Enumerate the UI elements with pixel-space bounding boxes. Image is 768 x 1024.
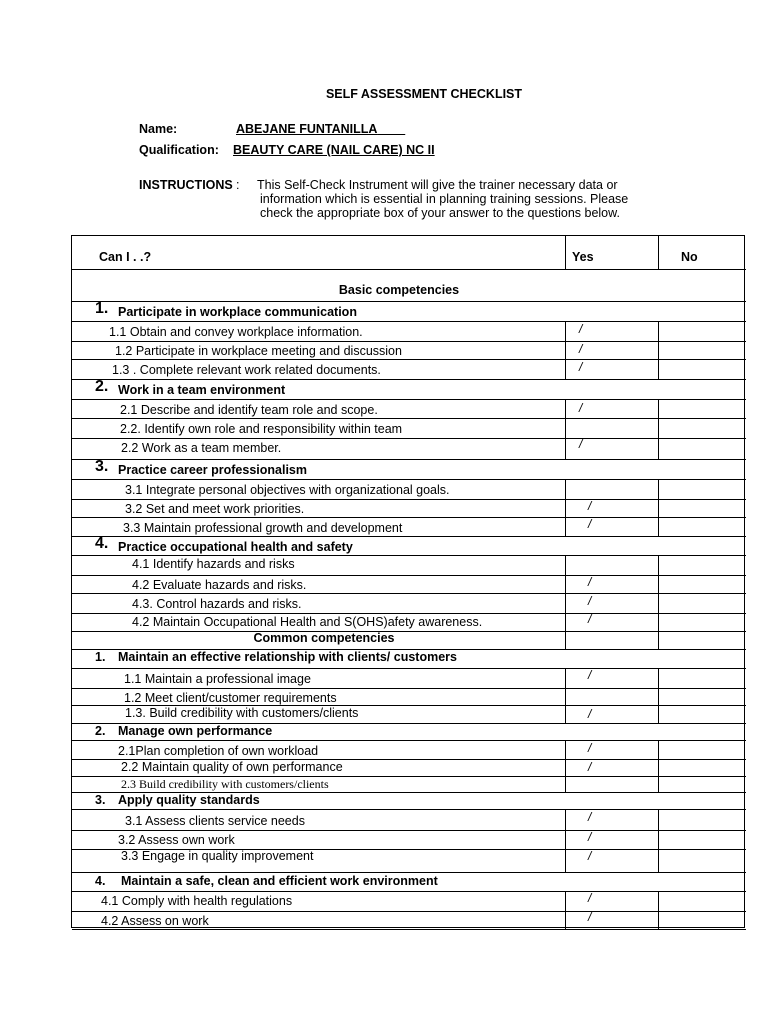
qualification-value: BEAUTY CARE (NAIL CARE) NC II: [233, 143, 435, 157]
column-header-question: Can I . .?: [99, 250, 152, 264]
yes-checkbox[interactable]: [566, 776, 658, 792]
no-checkbox[interactable]: [659, 809, 744, 830]
competency-number: 4.: [95, 535, 109, 552]
check-mark: /: [579, 322, 583, 336]
instructions-line-2: information which is essential in planning training sessions. Please: [260, 192, 629, 206]
check-mark: /: [588, 810, 592, 824]
competency-number: 3.: [95, 458, 109, 475]
checklist-item: 4.1 Identify hazards and risks: [132, 557, 295, 571]
no-checkbox[interactable]: [659, 575, 744, 593]
column-divider: [658, 613, 659, 631]
instructions-label: INSTRUCTIONS: [139, 178, 233, 192]
column-divider: [565, 613, 566, 631]
column-divider: [565, 555, 566, 575]
no-checkbox[interactable]: [659, 517, 744, 536]
yes-checkbox[interactable]: [566, 479, 658, 499]
competency-title: Practice career professionalism: [118, 463, 307, 477]
row-divider: [72, 536, 746, 537]
column-divider: [565, 479, 566, 499]
checklist-item: 4.2 Assess on work: [101, 914, 209, 928]
column-divider: [565, 759, 566, 776]
row-divider: [72, 301, 746, 302]
row-divider: [72, 459, 746, 460]
checklist-item: 2.2. Identify own role and responsibility within team: [120, 422, 403, 436]
row-divider: [72, 929, 746, 930]
page-title: SELF ASSESSMENT CHECKLIST: [325, 87, 523, 101]
column-divider: [658, 341, 659, 359]
yes-checkbox[interactable]: [566, 418, 658, 438]
yes-checkbox[interactable]: [566, 809, 658, 830]
column-divider: [565, 668, 566, 688]
no-checkbox[interactable]: [659, 438, 744, 459]
column-divider: [565, 321, 566, 341]
instructions-line-1: This Self-Check Instrument will give the trainer necessary data or: [257, 178, 618, 192]
no-checkbox[interactable]: [659, 776, 744, 792]
row-divider: [72, 269, 746, 270]
column-divider: [565, 593, 566, 613]
check-mark: /: [588, 517, 592, 531]
check-mark: /: [579, 401, 583, 415]
no-checkbox[interactable]: [659, 321, 744, 341]
yes-checkbox[interactable]: [566, 849, 658, 872]
check-mark: /: [579, 437, 583, 451]
competency-number: 1.: [95, 300, 109, 317]
yes-checkbox[interactable]: [566, 517, 658, 536]
checklist-item: 3.1 Integrate personal objectives with organizational goals.: [125, 483, 450, 497]
checklist-item: 1.3. Build credibility with customers/clients: [125, 706, 359, 720]
column-divider: [565, 849, 566, 872]
yes-checkbox[interactable]: [566, 555, 658, 575]
competency-title: Practice occupational health and safety: [118, 540, 353, 554]
yes-checkbox[interactable]: [566, 688, 658, 705]
competency-number: 3.: [95, 793, 106, 807]
check-mark: /: [588, 499, 592, 513]
no-checkbox[interactable]: [659, 555, 744, 575]
competency-title: Apply quality standards: [118, 793, 260, 807]
column-divider: [565, 776, 566, 792]
column-divider: [658, 399, 659, 418]
column-divider: [565, 891, 566, 911]
column-divider: [565, 359, 566, 379]
column-divider: [658, 740, 659, 759]
check-mark: /: [579, 342, 583, 356]
check-mark: /: [588, 760, 592, 774]
no-checkbox[interactable]: [659, 613, 744, 631]
check-mark: /: [588, 849, 592, 863]
yes-checkbox[interactable]: [566, 705, 658, 723]
competency-number: 2.: [95, 724, 106, 738]
column-divider: [565, 517, 566, 536]
no-checkbox[interactable]: [659, 359, 744, 379]
column-divider: [658, 668, 659, 688]
column-divider: [658, 517, 659, 536]
column-divider: [565, 575, 566, 593]
yes-checkbox[interactable]: [566, 830, 658, 849]
checklist-item: 2.3 Build credibility with customers/clients: [121, 777, 329, 791]
no-checkbox[interactable]: [659, 830, 744, 849]
instructions-text: [257, 178, 675, 220]
check-mark: /: [588, 830, 592, 844]
yes-checkbox[interactable]: [566, 891, 658, 911]
no-checkbox[interactable]: [659, 705, 744, 723]
checklist-item: 2.2 Maintain quality of own performance: [121, 760, 343, 774]
column-divider: [565, 830, 566, 849]
no-checkbox[interactable]: [659, 341, 744, 359]
no-checkbox[interactable]: [659, 911, 744, 929]
checklist-item: 3.1 Assess clients service needs: [125, 814, 305, 828]
yes-checkbox[interactable]: [566, 613, 658, 631]
no-checkbox[interactable]: [659, 688, 744, 705]
checklist-item: 3.2 Assess own work: [118, 833, 235, 847]
column-divider: [565, 809, 566, 830]
no-checkbox[interactable]: [659, 740, 744, 759]
checklist-item: 1.2 Meet client/customer requirements: [124, 691, 337, 705]
checklist-item: 3.3 Maintain professional growth and development: [123, 521, 403, 535]
column-divider: [658, 776, 659, 792]
check-mark: /: [588, 668, 592, 682]
yes-checkbox[interactable]: [566, 593, 658, 613]
column-divider: [658, 830, 659, 849]
column-divider: [658, 911, 659, 929]
yes-checkbox[interactable]: [566, 759, 658, 776]
column-divider: [658, 418, 659, 438]
column-divider: [565, 341, 566, 359]
column-divider: [658, 236, 659, 269]
check-mark: /: [579, 360, 583, 374]
row-divider: [72, 379, 746, 380]
row-divider: [72, 872, 746, 873]
competency-title: Maintain a safe, clean and efficient work environment: [121, 874, 438, 888]
yes-checkbox[interactable]: [566, 911, 658, 929]
common-competencies-heading: Common competencies: [253, 631, 395, 645]
column-divider: [565, 236, 566, 269]
column-header-yes: Yes: [572, 250, 594, 264]
competency-title: Work in a team environment: [118, 383, 286, 397]
column-divider: [658, 688, 659, 705]
checklist-item: 2.1Plan completion of own workload: [118, 744, 319, 758]
column-divider: [658, 438, 659, 459]
checklist-item: 2.1 Describe and identify team role and scope.: [120, 403, 378, 417]
checklist-item: 4.2 Maintain Occupational Health and S(OHS)afety awareness.: [132, 615, 483, 629]
checklist-item: 1.1 Obtain and convey workplace information.: [109, 325, 363, 339]
checklist-item: 3.3 Engage in quality improvement: [121, 849, 314, 863]
checklist-item: 2.2 Work as a team member.: [121, 441, 282, 455]
competency-title: Participate in workplace communication: [118, 305, 357, 319]
name-label: Name:: [139, 122, 178, 136]
column-divider: [565, 438, 566, 459]
checklist-item: 4.2 Evaluate hazards and risks.: [132, 578, 307, 592]
check-mark: /: [588, 910, 592, 924]
no-checkbox[interactable]: [659, 499, 744, 517]
no-checkbox[interactable]: [659, 891, 744, 911]
column-divider: [658, 759, 659, 776]
check-mark: /: [588, 612, 592, 626]
checklist-item: 1.1 Maintain a professional image: [124, 672, 311, 686]
column-divider: [565, 631, 566, 649]
column-divider: [658, 705, 659, 723]
column-divider: [658, 849, 659, 872]
column-divider: [565, 911, 566, 929]
column-divider: [565, 499, 566, 517]
column-divider: [565, 418, 566, 438]
qualification-label: Qualification:: [139, 143, 219, 157]
column-divider: [658, 631, 659, 649]
column-divider: [658, 499, 659, 517]
competency-title: Maintain an effective relationship with clients/ customers: [118, 650, 457, 664]
yes-checkbox[interactable]: [566, 740, 658, 759]
column-divider: [658, 359, 659, 379]
column-divider: [658, 891, 659, 911]
column-divider: [658, 575, 659, 593]
checklist-table: [71, 235, 745, 928]
check-mark: /: [588, 575, 592, 589]
column-divider: [658, 479, 659, 499]
checklist-item: 4.1 Comply with health regulations: [101, 894, 293, 908]
column-divider: [658, 321, 659, 341]
column-divider: [658, 593, 659, 613]
yes-checkbox[interactable]: [566, 499, 658, 517]
competency-title: Manage own performance: [118, 724, 273, 738]
basic-competencies-heading: Basic competencies: [338, 283, 460, 297]
check-mark: /: [588, 707, 592, 721]
check-mark: /: [588, 741, 592, 755]
column-divider: [565, 705, 566, 723]
yes-checkbox[interactable]: [566, 575, 658, 593]
check-mark: /: [588, 594, 592, 608]
no-checkbox[interactable]: [659, 418, 744, 438]
name-value: ABEJANE FUNTANILLA: [236, 122, 378, 136]
competency-number: 4.: [95, 874, 106, 888]
checklist-item: 3.2 Set and meet work priorities.: [125, 502, 305, 516]
yes-checkbox[interactable]: [566, 668, 658, 688]
column-divider: [565, 688, 566, 705]
competency-number: 2.: [95, 378, 109, 395]
no-checkbox[interactable]: [659, 668, 744, 688]
check-mark: /: [588, 891, 592, 905]
column-divider: [658, 555, 659, 575]
no-checkbox[interactable]: [659, 759, 744, 776]
instructions-line-3: check the appropriate box of your answer to the questions below.: [260, 206, 620, 220]
checklist-item: 4.3. Control hazards and risks.: [132, 597, 302, 611]
column-divider: [565, 399, 566, 418]
column-header-no: No: [681, 250, 698, 264]
no-checkbox[interactable]: [659, 849, 744, 872]
no-checkbox[interactable]: [659, 399, 744, 418]
competency-number: 1.: [95, 650, 106, 664]
no-checkbox[interactable]: [659, 479, 744, 499]
checklist-item: 1.3 . Complete relevant work related documents.: [112, 363, 381, 377]
instructions-colon: :: [236, 178, 240, 192]
column-divider: [565, 740, 566, 759]
column-divider: [658, 809, 659, 830]
no-checkbox[interactable]: [659, 593, 744, 613]
checklist-item: 1.2 Participate in workplace meeting and discussion: [115, 344, 402, 358]
